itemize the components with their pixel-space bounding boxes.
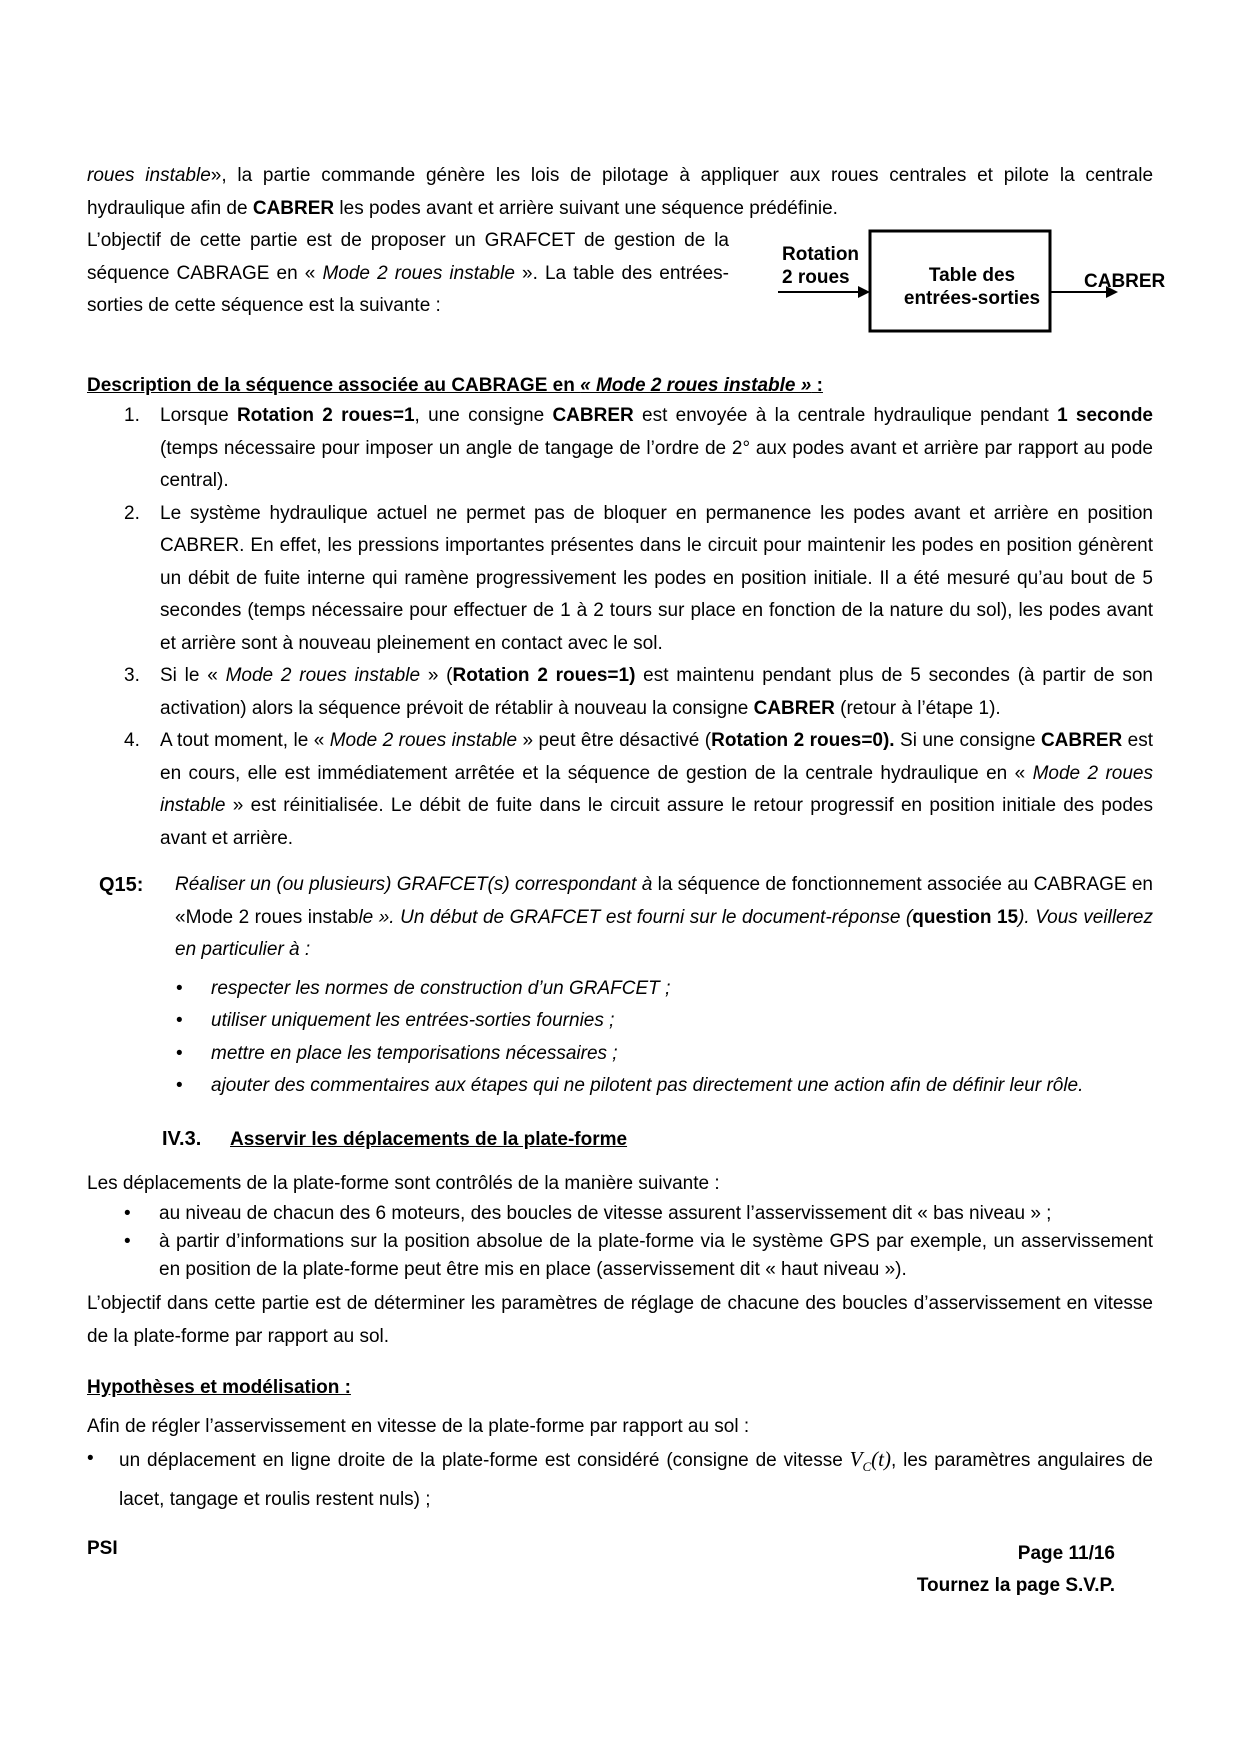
hypotheses-item: [87, 1443, 1153, 1516]
footer-course: PSI: [87, 1538, 118, 1559]
question-bullet: [87, 1038, 1153, 1071]
controls-list: [87, 1200, 1153, 1284]
intro-text-c: les podes avant et arrière suivant une séquence prédéfinie.: [334, 197, 838, 219]
question-text-c: le ». Un début de GRAFCET est fourni sur le document-réponse (: [358, 906, 913, 928]
step4-g: est en cours, elle est immédiatement arrêtée et la séquence de gestion de la centrale hydraulique en «: [160, 730, 1154, 784]
description-title: [87, 372, 1153, 400]
step-item: [87, 498, 1153, 661]
question-bullets: [87, 973, 1153, 1103]
question-bullet: [87, 1005, 1153, 1038]
question-text-b: la séquence de fonctionnement associée au CABRAGE en «Mode 2 roues instab: [175, 874, 1153, 928]
bullet-dot: •: [176, 1010, 183, 1031]
box-label-line1: Table des: [928, 265, 1016, 286]
velocity-sub: C: [862, 1459, 872, 1475]
section-number: IV.3.: [162, 1127, 202, 1150]
step3-g: (retour à l’étape 1).: [834, 697, 1001, 719]
question-bullet: [87, 1070, 1153, 1103]
question-label: Q15:: [99, 874, 144, 896]
input-arrow-head: [858, 286, 870, 298]
step3-c: » (: [420, 665, 453, 686]
objective-text-a: L’objectif de cette partie est de proposer un GRAFCET de gestion de la séquence CABRAGE en «: [87, 230, 729, 284]
step4-f: CABRER: [1040, 730, 1123, 751]
step3-f: CABRER: [753, 697, 835, 719]
step-number: 1.: [124, 405, 140, 426]
question-ref: question 15: [912, 906, 1019, 928]
step4-i: » est réinitialisée. Le débit de fuite dans le circuit assure le retour progressif en position initiale des podes avant et arrière.: [160, 795, 1153, 849]
step1-e: est envoyée à la centrale hydraulique pendant: [633, 405, 1058, 426]
step-number: 2.: [124, 502, 140, 524]
step1-b: Rotation 2 roues=1: [236, 405, 415, 426]
question-bullet: [87, 973, 1153, 1006]
bullet-dot: •: [176, 1075, 183, 1096]
step4-a: A tout moment, le «: [160, 730, 330, 751]
section-title: Asservir les déplacements de la plate-forme: [230, 1128, 628, 1150]
hypotheses-item-b: , les paramètres angulaires de lacet, tangage et roulis restent nuls) ;: [119, 1450, 1153, 1510]
intro-cabrer: CABRER: [252, 197, 335, 219]
objective-row: [87, 225, 1166, 351]
description-title-c: :: [811, 375, 823, 396]
box-label-line2: entrées-sorties: [903, 288, 1041, 309]
bullet-dot: •: [124, 1203, 131, 1224]
step-item: [87, 400, 1153, 498]
hypotheses-list: [87, 1443, 1153, 1516]
io-table-diagram: [766, 229, 1166, 349]
question-text-e: ). Vous veillerez en particulier à :: [175, 906, 1153, 960]
objective-text-c: ». La table des entrées-sorties de cette séquence est la suivante :: [87, 262, 729, 316]
step4-h: Mode 2 roues instable: [160, 762, 1154, 816]
step4-c: » peut être désactivé (: [517, 730, 712, 751]
step3-e: est maintenu pendant plus de 5 secondes (à partir de son activation) alors la séquence prévoit de rétablir à nouveau la consigne: [160, 665, 1153, 719]
hypotheses-intro: Afin de régler l’asservissement en vitesse de la plate-forme par rapport au sol :: [87, 1416, 750, 1437]
description-title-a: Description de la séquence associée au CABRAGE en: [87, 375, 581, 396]
bullet-dot: •: [176, 1042, 183, 1064]
output-label: CABRER: [1084, 271, 1166, 292]
step-number: 3.: [124, 665, 140, 686]
step2-text: Le système hydraulique actuel ne permet pas de bloquer en permanence les podes avant et arrière en position CABRER. En effet, les pressions importantes présentes dans le circuit pour maintenir les podes en position génèrent un débit de fuite interne qui ramène progressivement les podes en position initiale. Il a été mesuré qu’au bout de 5 secondes (temps nécessaire pour effectuer de 1 à 2 tours sur place en fonction de la nature du sol), les podes avant et arrière sont à nouveau pleinement en contact avec le sol.: [160, 502, 1153, 654]
objective-paragraph: [87, 225, 729, 323]
step1-c: , une consigne: [414, 405, 553, 426]
step-item: [87, 725, 1153, 855]
document-page: [87, 160, 1166, 1516]
controls-intro: Les déplacements de la plate-forme sont contrôlés de la manière suivante :: [87, 1172, 720, 1194]
step1-a: Lorsque: [160, 405, 237, 426]
intro-text-a: », la partie commande génère les lois de pilotage à appliquer aux roues centrales et pilote la centrale hydraulique afin de: [87, 165, 1154, 219]
objective-mode: Mode 2 roues instable: [322, 262, 515, 284]
input-label-line2: 2 roues: [782, 267, 850, 288]
section-heading: [162, 1123, 1153, 1156]
step-number: 4.: [124, 730, 140, 751]
bullet-dot: •: [87, 1448, 94, 1469]
question-15: [87, 869, 1153, 1103]
controls-objective: L’objectif dans cette partie est de déterminer les paramètres de réglage de chacune des boucles d’asservissement en vitesse de la plate-forme par rapport au sol.: [87, 1293, 1153, 1347]
question-text-a: Réaliser un (ou plusieurs) GRAFCET(s) correspondant à: [175, 874, 653, 895]
controls-item-text: au niveau de chacun des 6 moteurs, des boucles de vitesse assurent l’asservissement dit « bas niveau » ;: [159, 1203, 1052, 1224]
input-label-line1: Rotation: [782, 244, 860, 265]
step4-b: Mode 2 roues instable: [329, 730, 518, 751]
page-number: Page 11/16: [1017, 1543, 1115, 1564]
step4-e: Si une consigne: [894, 730, 1041, 751]
steps-list: [87, 400, 1153, 855]
turn-page-note: Tournez la page S.V.P.: [916, 1575, 1115, 1596]
velocity-t: (t): [871, 1447, 891, 1471]
description-title-b: « Mode 2 roues instable »: [580, 375, 812, 396]
bullet-dot: •: [176, 977, 183, 999]
footer-right: [880, 1538, 1115, 1602]
step1-g: (temps nécessaire pour imposer un angle de tangage de l’ordre de 2° aux podes avant et arrière par rapport au pode central).: [160, 437, 1153, 491]
velocity-symbol: [849, 1447, 891, 1475]
controls-item: [87, 1200, 1153, 1228]
velocity-v: V: [849, 1447, 863, 1471]
hypotheses-item-a: un déplacement en ligne droite de la plate-forme est considéré (consigne de vitesse: [119, 1450, 850, 1471]
intro-paragraph: [87, 160, 1153, 225]
step-item: [87, 660, 1153, 725]
step1-f: 1 seconde: [1057, 405, 1154, 426]
box-label: [882, 264, 1062, 310]
step3-d: Rotation 2 roues=1): [452, 665, 636, 686]
hypotheses-title: Hypothèses et modélisation :: [87, 1377, 351, 1398]
step4-d: Rotation 2 roues=0).: [711, 730, 895, 751]
step3-b: Mode 2 roues instable: [225, 665, 421, 686]
controls-item: [87, 1228, 1153, 1284]
question-bullet-text: ajouter des commentaires aux étapes qui ne pilotent pas directement une action afin de définir leur rôle.: [211, 1075, 1084, 1096]
step3-a: Si le «: [160, 665, 226, 686]
controls-item-text: à partir d’informations sur la position absolue de la plate-forme via le système GPS par exemple, un asservissement en position de la plate-forme peut être mis en place (asservissement dit « haut niveau »).: [159, 1231, 1153, 1280]
input-label: [782, 243, 859, 289]
question-bullet-text: mettre en place les temporisations nécessaires ;: [211, 1042, 618, 1064]
intro-italic: roues instable: [87, 165, 211, 186]
step1-d: CABRER: [552, 405, 634, 426]
bullet-dot: •: [124, 1231, 131, 1252]
question-bullet-text: utiliser uniquement les entrées-sorties fournies ;: [211, 1010, 615, 1031]
question-bullet-text: respecter les normes de construction d’un GRAFCET ;: [211, 977, 671, 999]
question-text: [175, 869, 1153, 967]
